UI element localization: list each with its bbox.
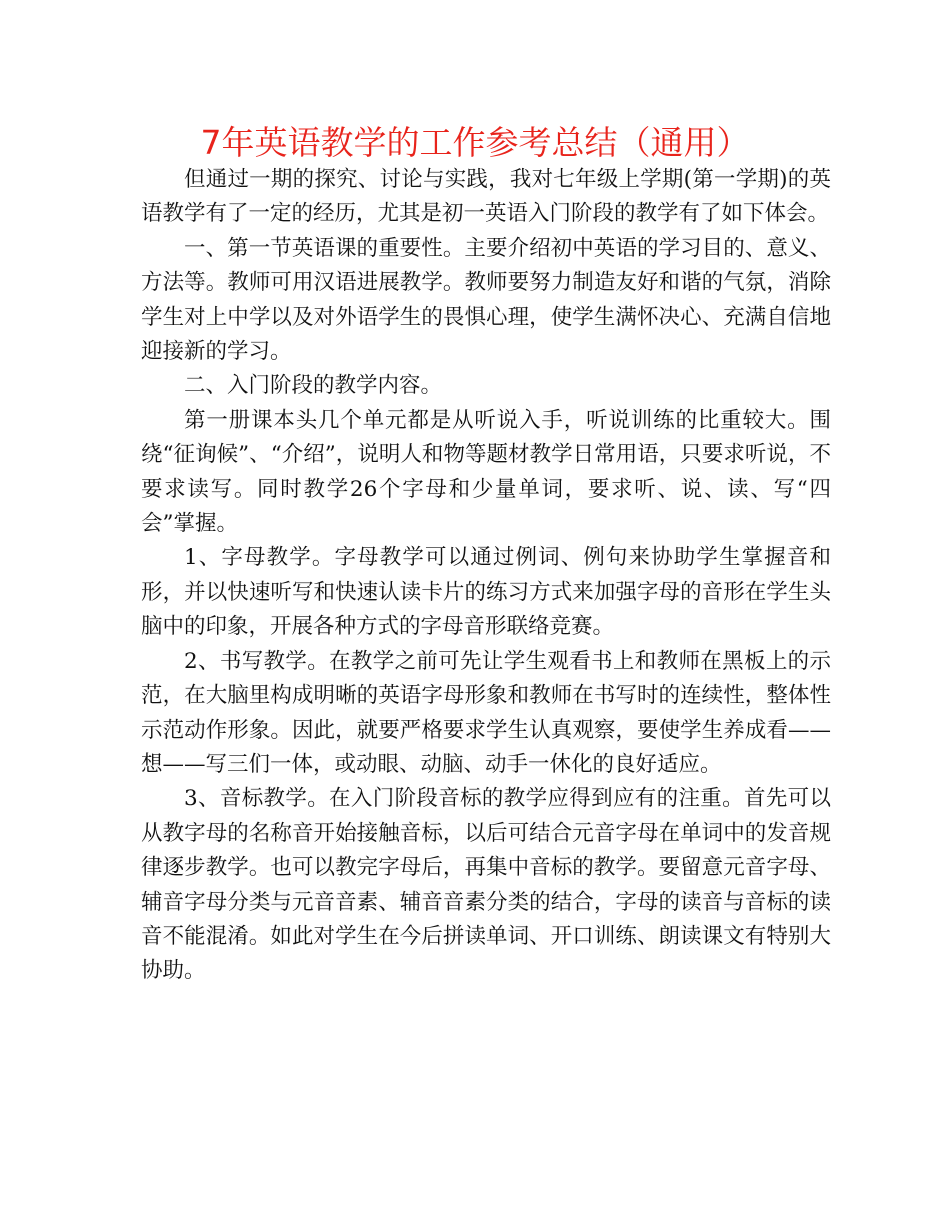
paragraph-writing-teaching: 2、书写教学。在教学之前可先让学生观看书上和教师在黑板上的示范，在大脑里构成明晰的英语字母形象和教师在书写时的连续性，整体性示范动作形象。因此，就要严格要求学生认真观察，要使学生养成看——想——写三们一体，或动眼、动脑、动手一休化的良好适应。	[141, 648, 831, 777]
paragraph-section-1: 一、第一节英语课的重要性。主要介绍初中英语的学习目的、意义、方法等。教师可用汉语进展教学。教师要努力制造友好和谐的气氛，消除学生对上中学以及对外语学生的畏惧心理，使学生满怀决心、充满自信地迎接新的学习。	[141, 235, 831, 365]
paragraph-letter-teaching: 1、字母教学。字母教学可以通过例词、例句来协助学生掌握音和形，并以快速听写和快速认读卡片的练习方式来加强字母的音形在学生头脑中的印象，开展各种方式的字母音形联络竞赛。	[141, 545, 831, 640]
document-body	[141, 163, 831, 989]
paragraph-phonetics-teaching: 3、音标教学。在入门阶段音标的教学应得到应有的注重。首先可以从教字母的名称音开始接触音标，以后可结合元音字母在单词中的发音规律逐步教学。也可以教完字母后，再集中音标的教学。要留意元音字母、辅音字母分类与元音音素、辅音音素分类的结合，字母的读音与音标的读音不能混淆。如此对学生在今后拼读单词、开口训练、朗读课文有特别大协助。	[141, 786, 831, 984]
document-title: 7年英语教学的工作参考总结（通用）	[200, 123, 750, 162]
paragraph-intro: 但通过一期的探究、讨论与实践，我对七年级上学期(第一学期)的英语教学有了一定的经历，尤其是初一英语入门阶段的教学有了如下体会。	[141, 167, 831, 227]
paragraph-section-2-heading: 二、入门阶段的教学内容。	[184, 373, 443, 399]
paragraph-section-2-body: 第一册课本头几个单元都是从听说入手，听说训练的比重较大。围绕“征询候”、“介绍”，说明人和物等题材教学日常用语，只要求听说，不要求读写。同时教学26个字母和少量单词，要求听、说、读、写“四会”掌握。	[141, 407, 831, 537]
